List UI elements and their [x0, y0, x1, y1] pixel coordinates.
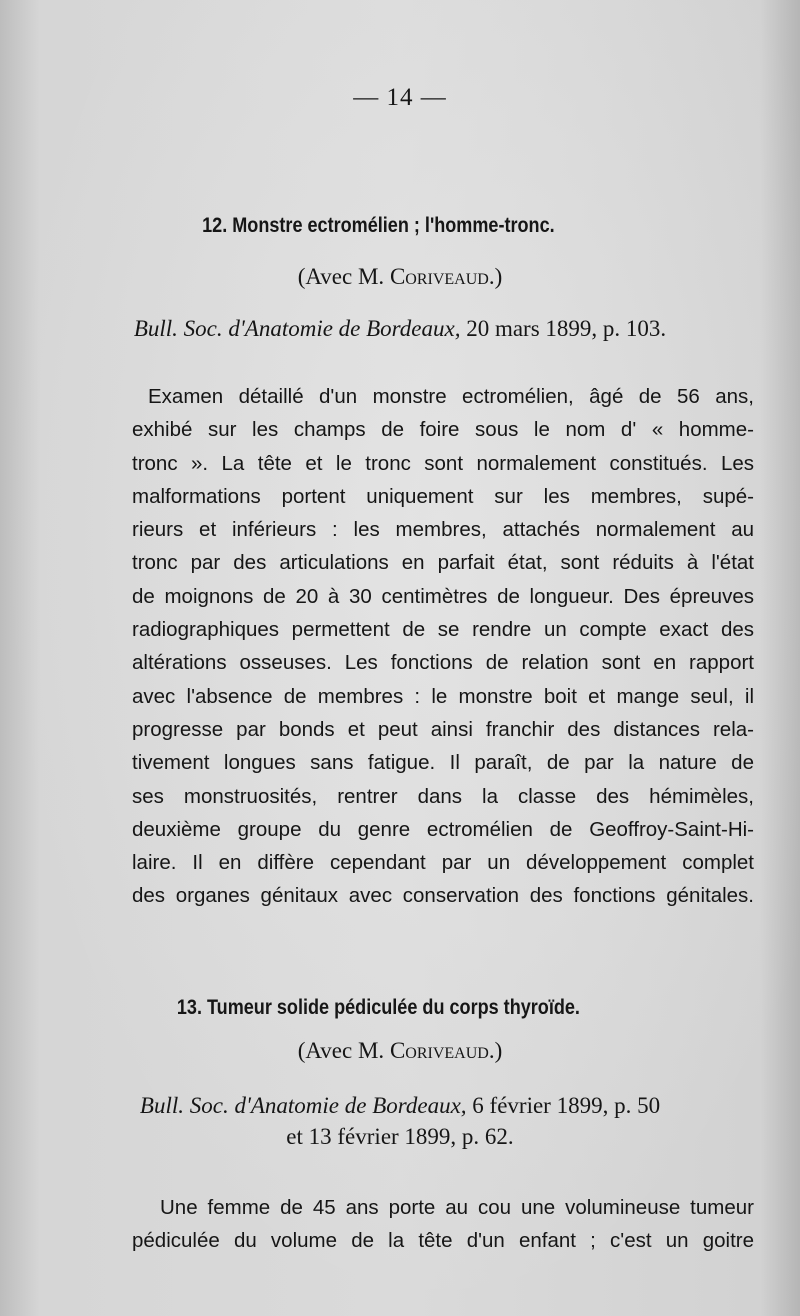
page-number: — 14 — — [353, 84, 447, 111]
paragraph-line: ses monstruosités, rentrer dans la classe des hémimèles, — [132, 784, 754, 808]
paragraph-line: de moignons de 20 à 30 centimètres de longueur. Des épreuves — [132, 584, 754, 608]
paragraph-line: laire. Il en diffère cependant par un développement complet — [132, 851, 754, 875]
reference-line-1 — [0, 1090, 800, 1121]
paragraph-line: tronc ». La tête et le tronc sont normalement constitués. Les — [132, 451, 754, 475]
reference-details: 6 février 1899, p. 50 — [466, 1093, 661, 1118]
paragraph-line: rieurs et inférieurs : les membres, attachés normalement au — [132, 518, 754, 542]
paragraph-line: pédiculée du volume de la tête d'un enfant ; c'est un goitre — [132, 1229, 754, 1253]
coauthor-prefix: (Avec M. — [297, 264, 390, 289]
paragraph-line: tivement longues sans fatigue. Il paraît, de par la nature de — [132, 751, 754, 775]
paragraph-line: avec l'absence de membres : le monstre boit et mange seul, il — [132, 684, 754, 708]
coauthor-prefix: (Avec M. — [297, 1038, 390, 1063]
paragraph-line: Examen détaillé d'un monstre ectromélien, âgé de 56 ans, — [148, 385, 754, 408]
reference-12 — [0, 313, 800, 344]
paragraph-line: deuxième groupe du genre ectromélien de Geoffroy-Saint-Hi- — [132, 817, 754, 841]
paragraph-12 — [132, 380, 754, 913]
coauthor-suffix: .) — [488, 1038, 503, 1063]
paragraph-line: progresse par bonds et peut ainsi franchir des distances rela- — [132, 717, 754, 741]
section-heading-13: 13. Tumeur solide pédiculée du corps thyroïde. — [176, 996, 580, 1019]
reference-journal: Bull. Soc. d'Anatomie de Bordeaux, — [133, 316, 461, 341]
paragraph-line: altérations osseuses. Les fonctions de relation sont en rapport — [132, 651, 754, 675]
coauthor-line-13 — [0, 1038, 800, 1064]
section-heading-12: 12. Monstre ectromélien ; l'homme-tronc. — [202, 214, 555, 237]
coauthor-line-12 — [0, 264, 800, 290]
coauthor-name: Coriveaud — [389, 1038, 489, 1063]
paragraph-line: tronc par des articulations en parfait état, sont réduits à l'état — [132, 551, 754, 575]
paragraph-line: Une femme de 45 ans porte au cou une volumineuse tumeur — [160, 1196, 754, 1219]
paragraph-13 — [132, 1191, 754, 1258]
reference-13 — [0, 1090, 800, 1152]
coauthor-suffix: .) — [488, 264, 503, 289]
paragraph-line: radiographiques permettent de se rendre un compte exact des — [132, 618, 754, 642]
paragraph-line: malformations portent uniquement sur les membres, supé- — [132, 484, 754, 508]
paragraph-line: des organes génitaux avec conservation des fonctions génitales. — [132, 884, 754, 908]
coauthor-name: Coriveaud — [389, 264, 489, 289]
reference-details: 20 mars 1899, p. 103. — [460, 316, 667, 341]
reference-journal: Bull. Soc. d'Anatomie de Bordeaux, — [139, 1093, 467, 1118]
reference-line-2: et 13 février 1899, p. 62. — [286, 1124, 514, 1149]
paragraph-line: exhibé sur les champs de foire sous le nom d' « homme- — [132, 418, 754, 442]
